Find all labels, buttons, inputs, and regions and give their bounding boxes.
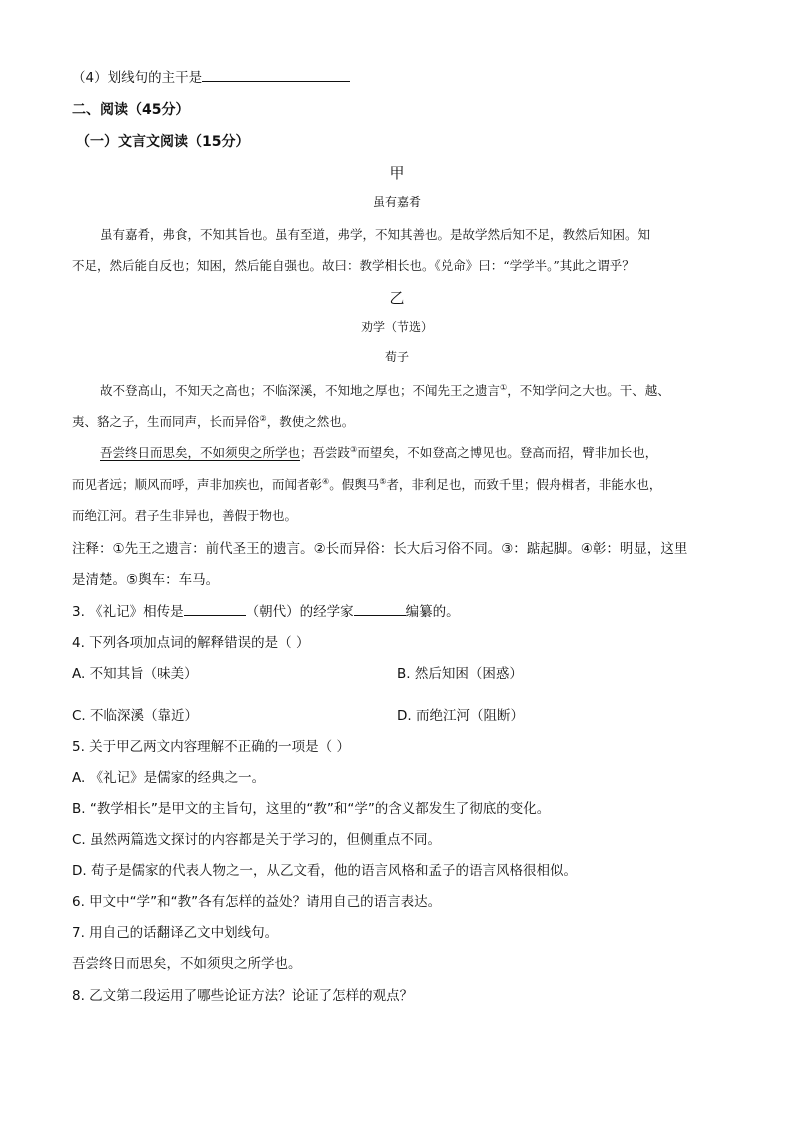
text-run: 而见者远；顺风而呼，声非加疾也，而闻者彰 bbox=[72, 477, 323, 492]
question-3 bbox=[72, 600, 460, 620]
option-b[interactable]: B. 然后知困（困惑） bbox=[397, 666, 523, 682]
question-5-stem: 5. 关于甲乙两文内容理解不正确的一项是（ ） bbox=[72, 739, 350, 755]
passage-yi-author: 荀子 bbox=[384, 350, 409, 364]
passage-yi-line bbox=[100, 443, 657, 461]
question-4-stem: 4. 下列各项加点词的解释错误的是（ ） bbox=[72, 635, 310, 651]
question-text: 3. 《礼记》相传是 bbox=[72, 604, 184, 620]
text-run: ，教使之然也。 bbox=[266, 414, 355, 429]
text-run: 故不登高山，不知天之高也；不临深溪，不知地之厚也；不闻先王之遗言 bbox=[100, 383, 501, 398]
passage-jia-label: 甲 bbox=[389, 164, 405, 182]
passage-yi-line bbox=[72, 412, 354, 430]
underlined-sentence: 吾尝终日而思矣，不如须臾之所学也 bbox=[100, 445, 301, 460]
question-text: 编纂的。 bbox=[405, 604, 460, 620]
section-2-1-title: （一）文言文阅读（15分） bbox=[76, 134, 250, 150]
passage-jia-line: 虽有嘉肴，弗食，不知其旨也。虽有至道，弗学，不知其善也。是故学然后知不足，教然后知困。知 bbox=[100, 227, 651, 242]
question-text: （4）划线句的主干是 bbox=[72, 70, 203, 86]
question-text: （朝代）的经学家 bbox=[245, 604, 354, 620]
passage-yi-label: 乙 bbox=[389, 289, 405, 307]
text-run: ，不知学问之大也。干、越、 bbox=[507, 383, 670, 398]
passage-yi-line bbox=[100, 381, 670, 399]
notes-line: 是清楚。⑤舆车：车马。 bbox=[72, 572, 220, 588]
option-a[interactable]: A. 《礼记》是儒家的经典之一。 bbox=[72, 770, 266, 786]
question-4-sub bbox=[72, 66, 350, 86]
footnote-marker: ② bbox=[259, 413, 267, 423]
text-run: 。假舆马 bbox=[329, 477, 380, 492]
option-a[interactable]: A. 不知其旨（味美） bbox=[72, 666, 198, 682]
question-7-sentence: 吾尝终日而思矣，不如须臾之所学也。 bbox=[72, 956, 302, 972]
text-run: 者，非利足也，而致千里；假舟楫者，非能水也， bbox=[386, 477, 662, 492]
option-c[interactable]: C. 虽然两篇选文探讨的内容都是关于学习的，但侧重点不同。 bbox=[72, 832, 442, 848]
text-run: ；吾尝跂 bbox=[300, 445, 351, 460]
answer-blank[interactable] bbox=[184, 603, 246, 616]
footnote-marker: ④ bbox=[322, 476, 330, 486]
passage-jia-line: 不足，然后能自反也；知困，然后能自强也。故曰：教学相长也。《兑命》曰：“学学半。”其此之谓乎？ bbox=[72, 258, 635, 273]
option-d[interactable]: D. 而绝江河（阻断） bbox=[397, 708, 524, 724]
option-b[interactable]: B. “教学相长”是甲文的主旨句，这里的“教”和“学”的含义都发生了彻底的变化。 bbox=[72, 801, 551, 817]
footnote-marker: ③ bbox=[350, 444, 358, 454]
question-7: 7. 用自己的话翻译乙文中划线句。 bbox=[72, 925, 279, 941]
passage-jia-title: 虽有嘉肴 bbox=[372, 195, 421, 209]
option-c[interactable]: C. 不临深溪（靠近） bbox=[72, 708, 199, 724]
question-6: 6. 甲文中“学”和“教”各有怎样的益处？请用自己的语言表达。 bbox=[72, 894, 442, 910]
option-d[interactable]: D. 荀子是儒家的代表人物之一，从乙文看，他的语言风格和孟子的语言风格很相似。 bbox=[72, 863, 577, 879]
passage-yi-title: 劝学（节选） bbox=[360, 320, 433, 334]
notes-line: 注释：①先王之遗言：前代圣王的遗言。②长而异俗：长大后习俗不同。③：踮起脚。④彰：明显，这里 bbox=[72, 541, 688, 557]
passage-yi-line bbox=[72, 475, 661, 493]
question-8: 8. 乙文第二段运用了哪些论证方法？论证了怎样的观点？ bbox=[72, 988, 414, 1004]
text-run: 夷、貉之子，生而同声，长而异俗 bbox=[72, 414, 260, 429]
passage-yi-line: 而绝江河。君子生非异也，善假于物也。 bbox=[72, 508, 298, 523]
footnote-marker: ⑤ bbox=[379, 476, 387, 486]
answer-blank[interactable] bbox=[202, 69, 350, 82]
answer-blank[interactable] bbox=[354, 603, 406, 616]
section-2-title: 二、阅读（45分） bbox=[72, 102, 190, 118]
text-run: 而望矣，不如登高之博见也。登高而招，臂非加长也， bbox=[357, 445, 658, 460]
footnote-marker: ① bbox=[500, 382, 508, 392]
